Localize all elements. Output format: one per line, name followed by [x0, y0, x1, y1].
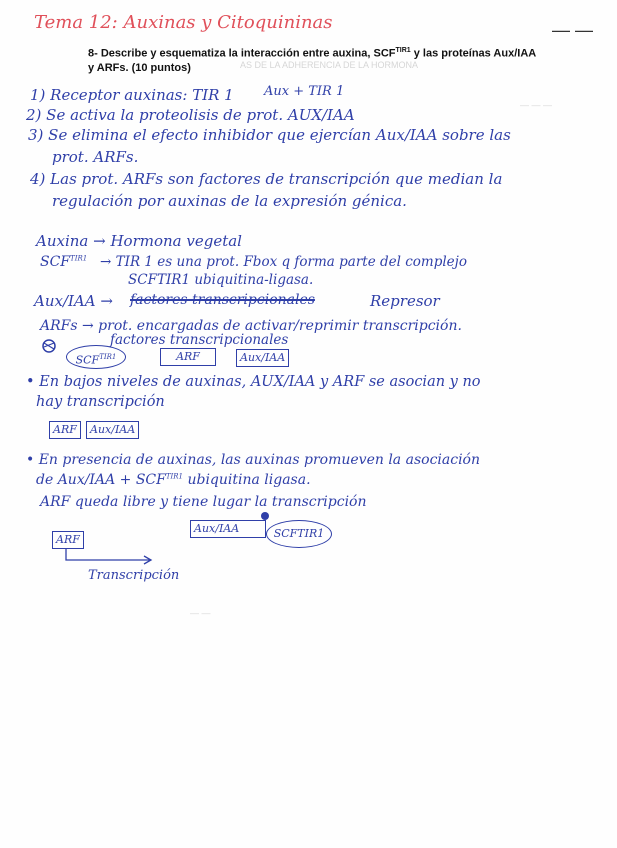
- diagram1-scf-text: SCF: [75, 353, 100, 367]
- def-scf-sup: TIR1: [70, 254, 88, 263]
- def-auxiaa-value: Represor: [370, 292, 440, 310]
- ubiquitin-dot: [261, 512, 269, 520]
- def-auxiaa-label: Aux/IAA →: [34, 292, 113, 310]
- bullet-high-line3: ARF queda libre y tiene lugar la transcripción: [40, 494, 367, 510]
- diagram2-arf-box: ARF: [49, 421, 81, 439]
- bullet-low-line2: hay transcripción: [36, 394, 165, 410]
- diagram1-scf-oval: [66, 345, 126, 369]
- def-arfs-line2: factores transcripcionales: [110, 332, 289, 348]
- point-4-cont: regulación por auxinas de la expresión génica.: [52, 192, 407, 210]
- question-sup: TIR1: [395, 47, 411, 54]
- bullet-low-line1: • En bajos niveles de auxinas, AUX/IAA y ARF se asocian y no: [26, 374, 481, 390]
- question-text-main: 8- Describe y esquematiza la interacción entre auxina, SCF: [88, 47, 396, 60]
- bullet-high-line2-after: ubiquitina ligasa.: [183, 472, 311, 488]
- bullet-high-line1: • En presencia de auxinas, las auxinas promueven la asociación: [26, 452, 480, 468]
- bleed-through-1: AS DE LA ADHERENCIA DE LA HORMONA: [240, 60, 419, 70]
- point-3: 3) Se elimina el efecto inhibidor que ejercían Aux/IAA sobre las: [28, 126, 511, 144]
- point-3-cont: prot. ARFs.: [52, 148, 139, 166]
- diagram1-scf-sup: TIR1: [99, 353, 117, 361]
- diagram1-bullet-mark: [43, 340, 55, 352]
- bleed-through-2: — — —: [520, 100, 553, 110]
- side-note: Aux + TIR 1: [264, 84, 345, 99]
- diagram2-auxiaa-box: Aux/IAA: [86, 421, 139, 439]
- def-scf-line1: → TIR 1 es una prot. Fbox q forma parte del complejo: [100, 254, 467, 270]
- bullet-high-line2-sup: TIR1: [165, 472, 184, 481]
- handwritten-heading: Tema 12: Auxinas y Citoquininas: [34, 12, 333, 33]
- def-scf-line2: SCFTIR1 ubiquitina-ligasa.: [128, 272, 314, 288]
- def-arfs-line1: ARFs → prot. encargadas de activar/reprimir transcripción.: [40, 318, 462, 334]
- diagram1-auxiaa-box: Aux/IAA: [236, 349, 289, 367]
- diagram3-auxiaa-box: Aux/IAA: [190, 520, 266, 538]
- def-scf-label: [40, 254, 87, 270]
- def-scf-text: SCF: [40, 254, 71, 270]
- question-text-after: y las proteínas Aux/IAA y ARFs. (10 puntos): [88, 47, 536, 74]
- corner-mark: — —: [552, 20, 594, 40]
- transcription-arrow: [66, 549, 150, 560]
- diagram3-scf-oval: SCFTIR1: [266, 520, 332, 548]
- bleed-through-3: — —: [190, 608, 211, 618]
- bullet-high-line2: [36, 472, 311, 488]
- diagram1-arf-box: ARF: [160, 348, 216, 366]
- point-1: 1) Receptor auxinas: TIR 1: [30, 86, 234, 104]
- diagram3-arrow-label: Transcripción: [88, 568, 180, 583]
- bullet-high-line2-text: de Aux/IAA + SCF: [36, 472, 166, 488]
- point-4: 4) Las prot. ARFs son factores de transcripción que median la: [30, 170, 503, 188]
- point-2: 2) Se activa la proteolisis de prot. AUX/IAA: [26, 106, 355, 124]
- def-auxina: Auxina → Hormona vegetal: [36, 232, 242, 250]
- diagram3-arf-box: ARF: [52, 531, 84, 549]
- def-auxiaa-struck: factores transcripcionales: [130, 292, 315, 308]
